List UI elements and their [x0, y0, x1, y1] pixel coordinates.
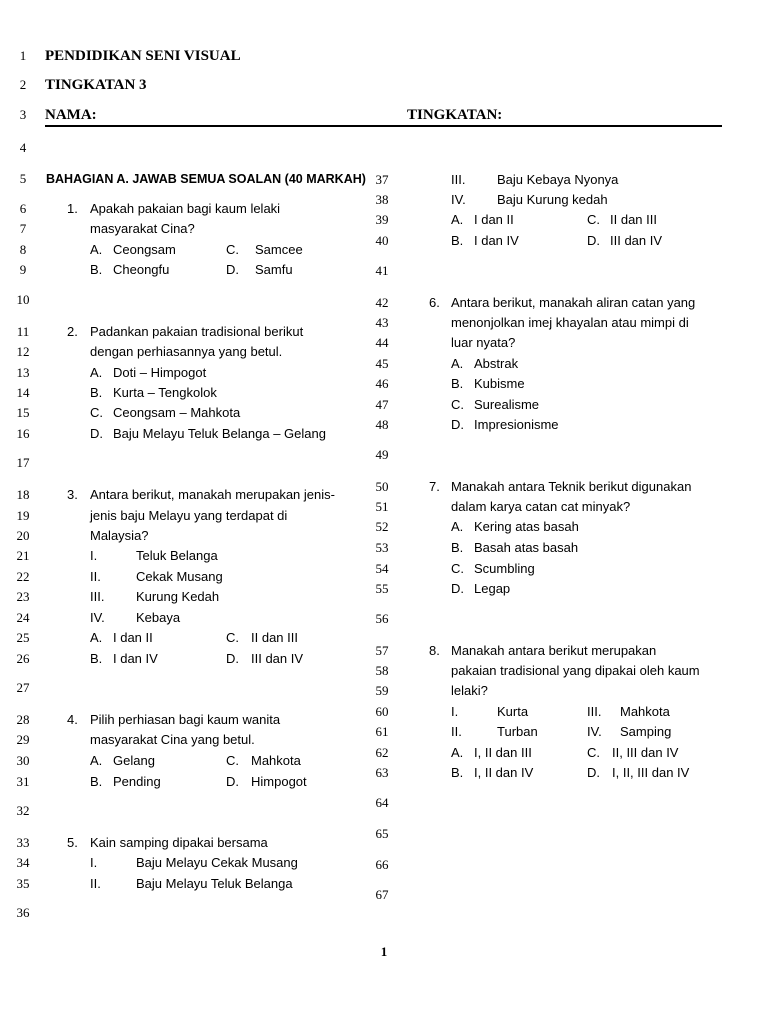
name-label: NAMA: [45, 107, 97, 123]
roman-item: Kurta [497, 704, 529, 719]
option-text: Legap [474, 581, 511, 596]
line-number: 67 [375, 887, 389, 902]
line-number: 25 [16, 630, 30, 645]
line-number: 3 [19, 107, 27, 122]
roman-numeral: IV. [587, 724, 602, 739]
question-text: Malaysia? [90, 528, 149, 543]
option-text: Kering atas basah [474, 519, 579, 534]
line-number: 52 [375, 519, 389, 534]
line-number: 13 [16, 365, 30, 380]
option-text: II dan III [610, 212, 657, 227]
roman-numeral: III. [90, 589, 105, 604]
option-letter: C. [451, 397, 464, 412]
roman-item: Cekak Musang [136, 569, 223, 584]
roman-item: Teluk Belanga [136, 548, 218, 563]
roman-numeral: IV. [451, 192, 466, 207]
line-number: 60 [375, 704, 389, 719]
line-number: 57 [375, 643, 389, 658]
question-text: Apakah pakaian bagi kaum lelaki [90, 201, 281, 216]
roman-item: Kebaya [136, 610, 181, 625]
line-number: 54 [375, 561, 389, 576]
line-number: 11 [16, 324, 30, 339]
option-letter: A. [451, 745, 464, 760]
roman-item: Kurung Kedah [136, 589, 220, 604]
option-text: Samfu [255, 262, 293, 277]
line-number: 4 [19, 140, 27, 155]
option-letter: A. [90, 753, 103, 768]
option-letter: B. [451, 765, 464, 780]
line-number: 62 [375, 745, 389, 760]
line-number: 24 [16, 610, 30, 625]
option-letter: A. [451, 356, 464, 371]
roman-item: Turban [497, 724, 538, 739]
line-number: 26 [16, 651, 30, 666]
question-text: masyarakat Cina yang betul. [90, 732, 255, 747]
option-text: Abstrak [474, 356, 519, 371]
line-number: 49 [375, 447, 389, 462]
line-number: 61 [375, 724, 389, 739]
option-text: Impresionisme [474, 417, 559, 432]
option-text: III dan IV [610, 233, 663, 248]
option-text: Gelang [113, 753, 155, 768]
roman-item: Mahkota [620, 704, 670, 719]
roman-numeral: II. [451, 724, 462, 739]
line-number: 27 [16, 680, 30, 695]
question-text: pakaian tradisional yang dipakai oleh kaum [451, 663, 700, 678]
line-number: 41 [375, 263, 389, 278]
line-number: 38 [375, 192, 389, 207]
option-text: Samcee [255, 242, 303, 257]
option-text: Scumbling [474, 561, 535, 576]
roman-numeral: I. [451, 704, 459, 719]
line-number: 42 [375, 295, 389, 310]
line-number: 29 [16, 732, 30, 747]
question-text: dalam karya catan cat minyak? [451, 499, 631, 514]
question-text: Manakah antara Teknik berikut digunakan [451, 479, 692, 494]
roman-item: Baju Kurung kedah [497, 192, 608, 207]
question-text: menonjolkan imej khayalan atau mimpi di [451, 315, 689, 330]
option-text: Ceongsam – Mahkota [113, 405, 241, 420]
line-number: 63 [375, 765, 389, 780]
line-number: 5 [19, 171, 27, 186]
question-text: masyarakat Cina? [90, 221, 195, 236]
option-letter: D. [451, 417, 464, 432]
question-text: Pilih perhiasan bagi kaum wanita [90, 712, 281, 727]
line-number: 33 [16, 835, 30, 850]
question-number: 5. [67, 835, 78, 850]
roman-numeral: II. [90, 569, 101, 584]
header-rule [45, 125, 722, 127]
line-number: 14 [16, 385, 30, 400]
option-letter: B. [90, 774, 103, 789]
option-text: Basah atas basah [474, 540, 579, 555]
roman-numeral: I. [90, 855, 98, 870]
question-number: 8. [429, 643, 440, 658]
line-number: 9 [19, 262, 27, 277]
roman-item: Baju Melayu Cekak Musang [136, 855, 298, 870]
option-text: I dan IV [474, 233, 519, 248]
line-number: 8 [19, 242, 27, 257]
option-text: Cheongfu [113, 262, 170, 277]
option-text: II, III dan IV [612, 745, 679, 760]
option-text: I, II dan IV [474, 765, 534, 780]
option-letter: C. [587, 212, 600, 227]
question-text: Antara berikut, manakah merupakan jenis- [90, 487, 335, 502]
option-text: Himpogot [251, 774, 307, 789]
line-number: 28 [16, 712, 30, 727]
line-number: 34 [16, 855, 30, 870]
line-number: 47 [375, 397, 389, 412]
line-number: 17 [16, 455, 30, 470]
option-text: I dan II [113, 630, 153, 645]
line-number: 59 [375, 683, 389, 698]
question-text: lelaki? [451, 683, 488, 698]
page-number: 1 [380, 944, 388, 959]
line-number: 39 [375, 212, 389, 227]
line-number: 56 [375, 611, 389, 626]
option-text: Kubisme [474, 376, 525, 391]
option-letter: C. [226, 242, 239, 257]
line-number: 40 [375, 233, 389, 248]
option-letter: C. [587, 745, 600, 760]
option-letter: D. [587, 765, 600, 780]
line-number: 31 [16, 774, 30, 789]
option-text: II dan III [251, 630, 298, 645]
line-number: 65 [375, 826, 389, 841]
line-number: 1 [19, 48, 27, 63]
question-text: dengan perhiasannya yang betul. [90, 344, 283, 359]
option-letter: B. [451, 376, 464, 391]
option-letter: C. [451, 561, 464, 576]
line-number: 2 [19, 77, 27, 92]
line-number: 66 [375, 857, 389, 872]
question-text: Padankan pakaian tradisional berikut [90, 324, 304, 339]
roman-numeral: II. [90, 876, 101, 891]
roman-numeral: III. [451, 172, 466, 187]
roman-item: Samping [620, 724, 672, 739]
subject-title: PENDIDIKAN SENI VISUAL [45, 48, 241, 64]
class-label: TINGKATAN: [407, 107, 503, 123]
option-letter: C. [226, 630, 239, 645]
option-text: Baju Melayu Teluk Belanga – Gelang [113, 426, 326, 441]
option-letter: B. [90, 262, 103, 277]
line-number: 19 [16, 508, 30, 523]
line-number: 45 [375, 356, 389, 371]
option-text: Pending [113, 774, 161, 789]
line-number: 51 [375, 499, 389, 514]
line-number: 22 [16, 569, 30, 584]
line-number: 10 [16, 292, 30, 307]
line-number: 15 [16, 405, 30, 420]
option-letter: D. [90, 426, 103, 441]
option-letter: A. [451, 212, 464, 227]
line-number: 23 [16, 589, 30, 604]
option-letter: D. [226, 651, 239, 666]
option-text: Mahkota [251, 753, 301, 768]
question-number: 6. [429, 295, 440, 310]
roman-item: Baju Kebaya Nyonya [497, 172, 619, 187]
question-text: Antara berikut, manakah aliran catan yang [451, 295, 696, 310]
option-letter: D. [451, 581, 464, 596]
question-text: Manakah antara berikut merupakan [451, 643, 657, 658]
line-number: 48 [375, 417, 389, 432]
option-letter: A. [90, 242, 103, 257]
option-letter: C. [226, 753, 239, 768]
option-letter: B. [90, 651, 103, 666]
line-number: 12 [16, 344, 30, 359]
roman-numeral: III. [587, 704, 602, 719]
option-text: Ceongsam [113, 242, 176, 257]
line-number: 44 [375, 335, 389, 350]
question-text: luar nyata? [451, 335, 516, 350]
line-number: 53 [375, 540, 389, 555]
question-text: jenis baju Melayu yang terdapat di [90, 508, 288, 523]
line-number: 36 [16, 905, 30, 920]
line-number: 64 [375, 795, 389, 810]
option-text: Doti – Himpogot [113, 365, 207, 380]
option-text: III dan IV [251, 651, 304, 666]
line-number: 43 [375, 315, 389, 330]
line-number: 58 [375, 663, 389, 678]
roman-item: Baju Melayu Teluk Belanga [136, 876, 293, 891]
line-number: 21 [16, 548, 30, 563]
option-letter: C. [90, 405, 103, 420]
question-number: 1. [67, 201, 78, 216]
option-text: I, II, III dan IV [612, 765, 690, 780]
line-number: 50 [375, 479, 389, 494]
line-number: 30 [16, 753, 30, 768]
line-number: 20 [16, 528, 30, 543]
option-letter: A. [90, 365, 103, 380]
line-number: 18 [16, 487, 30, 502]
line-number: 37 [375, 172, 389, 187]
option-text: Surealisme [474, 397, 540, 412]
option-letter: D. [226, 262, 239, 277]
question-text: Kain samping dipakai bersama [90, 835, 268, 850]
option-letter: D. [226, 774, 239, 789]
line-number: 32 [16, 803, 30, 818]
option-letter: D. [587, 233, 600, 248]
line-number: 35 [16, 876, 30, 891]
option-letter: B. [90, 385, 103, 400]
line-number: 7 [19, 221, 27, 236]
option-text: Kurta – Tengkolok [113, 385, 217, 400]
option-letter: A. [90, 630, 103, 645]
question-number: 4. [67, 712, 78, 727]
roman-numeral: IV. [90, 610, 105, 625]
section-heading: BAHAGIAN A. JAWAB SEMUA SOALAN (40 MARKAH) [46, 172, 366, 186]
line-number: 46 [375, 376, 389, 391]
option-letter: A. [451, 519, 464, 534]
question-number: 3. [67, 487, 78, 502]
option-letter: B. [451, 233, 464, 248]
line-number: 55 [375, 581, 389, 596]
line-number: 16 [16, 426, 30, 441]
level-title: TINGKATAN 3 [45, 77, 147, 93]
option-text: I, II dan III [474, 745, 532, 760]
option-text: I dan IV [113, 651, 158, 666]
line-number: 6 [19, 201, 27, 216]
option-letter: B. [451, 540, 464, 555]
roman-numeral: I. [90, 548, 98, 563]
question-number: 2. [67, 324, 78, 339]
question-number: 7. [429, 479, 440, 494]
option-text: I dan II [474, 212, 514, 227]
